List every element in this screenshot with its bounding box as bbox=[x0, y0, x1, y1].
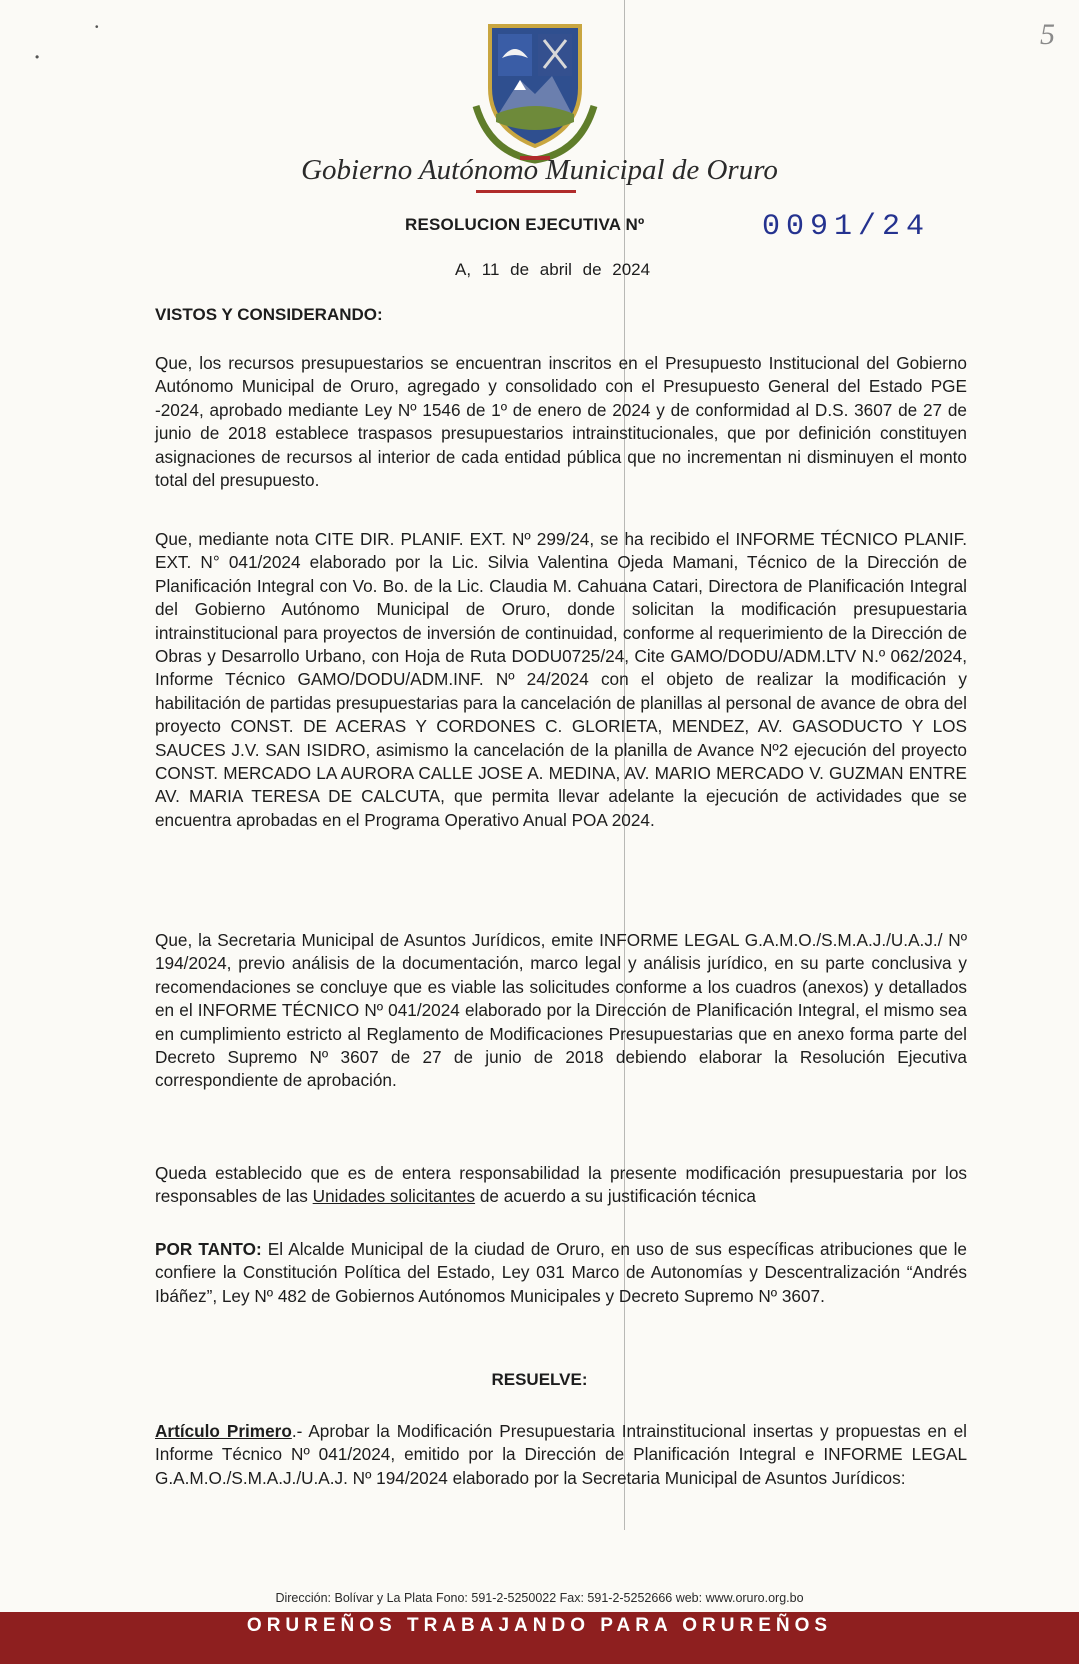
scan-speck: • bbox=[35, 50, 40, 64]
footer-address: Dirección: Bolívar y La Plata Fono: 591-2-5250022 Fax: 591-2-5252666 web: www.oruro.org.bo bbox=[275, 1591, 804, 1605]
paragraph-por-tanto bbox=[155, 1238, 967, 1308]
footer-slogan: ORUREÑOS TRABAJANDO PARA ORUREÑOS bbox=[246, 1615, 833, 1636]
paragraph-text: de acuerdo a su justificación técnica bbox=[475, 1186, 756, 1207]
paragraph-considerando-3: Que, la Secretaria Municipal de Asuntos Jurídicos, emite INFORME LEGAL G.A.M.O./S.M.A.J./U.A.J./ Nº 194/2024, previo análisis de la documentación, marco legal y análisis jurídico, en su parte conclusiva y recomendaciones se concluye que es viable las solicitudes conforme a los cuadros (anexos) y detallados en el INFORME TÉCNICO Nº 041/2024 elaborado por la Dirección de Planificación Integral, el mismo sea en cumplimiento estricto al Reglamento de Modificaciones Presupuestarias que en anexo forma parte del Decreto Supremo Nº 3607 de 27 de junio de 2018 debiendo elaborar la Resolución Ejecutiva correspondiente de aprobación. bbox=[155, 930, 967, 1091]
paragraph-considerando-2: Que, mediante nota CITE DIR. PLANIF. EXT. Nº 299/24, se ha recibido el INFORME TÉCNICO PLANIF. EXT. N° 041/2024 elaborado por la Lic. Silvia Valentina Ojeda Mamani, Técnico de la Dirección de Planificación Integral con Vo. Bo. de la Lic. Claudia M. Cahuana Catari, Directora de Planificación Integral del Gobierno Autónomo Municipal de Oruro, donde solicitan la modificación presupuestaria intrainstitucional para proyectos de inversión de continuidad, conforme al requerimiento de la Dirección de Obras y Desarrollo Urbano, con Hoja de Ruta DODU0725/24, Cite GAMO/DODU/ADM.LTV N.º 062/2024, Informe Técnico GAMO/DODU/ADM.INF. Nº 24/2024 con el objeto de realizar la modificación y habilitación de partidas presupuestarias para la cancelación de planillas al personal de avance de obra del proyecto CONST. DE ACERAS Y CORDONES C. GLORIETA, MENDEZ, AV. GASODUCTO Y LOS SAUCES J.V. SAN ISIDRO, asimismo la cancelación de la planilla de Avance Nº2 ejecución del proyecto CONST. MERCADO LA AURORA CALLE JOSE A. MEDINA, AV. MARIO MERCADO V. GUZMAN ENTRE AV. MARIA TERESA DE CALCUTA, que permita llevar adelante la ejecución de actividades que se encuentra aprobadas en el Programa Operativo Anual POA 2024. bbox=[155, 529, 967, 830]
organization-name: Gobierno Autónomo Municipal de Oruro bbox=[301, 154, 778, 186]
paragraph-responsabilidad bbox=[155, 1162, 967, 1209]
header-divider bbox=[476, 190, 576, 193]
section-heading-resuelve: RESUELVE: bbox=[491, 1370, 588, 1389]
underlined-text: Unidades solicitantes bbox=[312, 1186, 476, 1207]
resolution-number-stamp: 0091/24 bbox=[762, 210, 931, 244]
section-heading-vistos: VISTOS Y CONSIDERANDO: bbox=[155, 305, 383, 324]
article-first bbox=[155, 1420, 967, 1490]
article-label: Artículo Primero bbox=[155, 1421, 292, 1441]
municipal-crest-logo bbox=[470, 18, 600, 168]
article-text: Aprobar la Modificación Presupuestaria Intrainstitucional insertas y propuestas en el Informe Técnico Nº 041/2024, emitido por la Dirección de Planificación Integral e INFORME LEGAL G.A.M.O./S.M.A.J./U.A.J. Nº 194/2024 elaborado por la Secretaria Municipal de Asuntos Jurídicos: bbox=[155, 1421, 967, 1488]
por-tanto-label: POR TANTO: bbox=[155, 1239, 262, 1259]
paragraph-text: El Alcalde Municipal de la ciudad de Oruro, en uso de sus específicas atribuciones que le confiere la Constitución Política del Estado, Ley 031 Marco de Autonomías y Descentralización “Andrés Ibáñez”, Ley Nº 482 de Gobiernos Autónomos Municipales y Decreto Supremo Nº 3607. bbox=[155, 1239, 967, 1306]
scan-speck: • bbox=[95, 22, 99, 33]
paragraph-text: Queda establecido que es de entera responsabilidad la presente modificación presupuestaria por los responsables de las bbox=[155, 1163, 967, 1207]
article-separator: .- bbox=[291, 1421, 309, 1441]
resolution-title: RESOLUCION EJECUTIVA Nº bbox=[405, 215, 645, 234]
resolution-date: A, 11 de abril de 2024 bbox=[455, 260, 651, 279]
paragraph-considerando-1: Que, los recursos presupuestarios se encuentran inscritos en el Presupuesto Institucional del Gobierno Autónomo Municipal de Oruro, agregado y consolidado con el Presupuesto General del Estado PGE -2024, aprobado mediante Ley Nº 1546 de 1º de enero de 2024 y de conformidad al D.S. 3607 de 27 de junio de 2018 establece traspasos presupuestarios intrainstitucionales, que por definición constituyen asignaciones de recursos al interior de cada entidad pública que no incrementan ni disminuyen el monto total del presupuesto. bbox=[155, 353, 967, 491]
handwritten-page-number: 5 bbox=[1040, 18, 1055, 51]
